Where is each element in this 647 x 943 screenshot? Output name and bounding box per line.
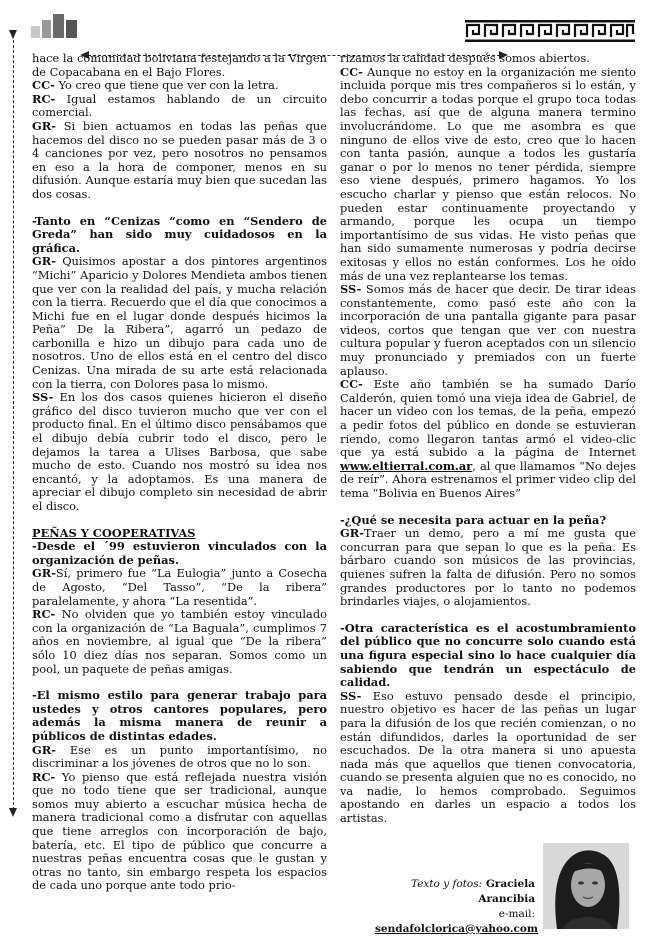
author-photo [543,843,629,929]
answer-text: Este año también se ha sumado Darío Calderón, quien tomó una vieja idea de Gabriel, de hacer un video con los temas, de la peña, empezó a pedir fotos del público en donde se estuvieran riendo, como llegaron tantas armó el video-clic que ya está subido a la página de Internet [340,377,636,460]
author-email-link[interactable]: sendafolclorica@yahoo.com [375,923,539,935]
answer-text: rizamos la calidad después somos abiertos. [340,51,590,65]
email-label: e-mail: [498,908,535,920]
interview-answer [340,283,636,378]
answer-text: Quisimos apostar a dos pintores argentinos “Michi” Aparicio y Dolores Mendieta ambos tienen que ver con la realidad del país, y mucha relación con la tierra. Recuerdo que el día que conocimos a Michi fue en el lugar donde después hicimos la Peña” De la Ribera”, agarró un pedazo de carbonilla e hizo un dibujo para cada uno de nosotros. Uno de ellos está en el centro del disco Cenizas. Una mirada de su arte está relacionada con la tierra, con Dolores pasa lo mismo. [32,254,327,391]
answer-text: hace la comunidad boliviana festejando a la Virgen de Copacabana en el Bajo Flores. [32,51,327,79]
interview-answer [32,391,327,513]
section-heading: PEÑAS Y COOPERATIVAS [32,525,196,540]
speaker-label: SS- [340,688,362,703]
interview-question: -Tanto en “Cenizas “como en “Sendero de Greda” han sido muy cuidadosos en la gráfica. [32,213,327,255]
left-column [32,52,327,893]
answer-text: En los dos casos quienes hicieron el diseño gráfico del disco tuvieron mucho que ver con el producto final. En el último disco pensábamos que el dibujo debía cubrir todo el disco, pero le dejamos la tarea a Ulises Barbosa, que sabe mucho de esto. Cuando nos mostró su idea nos encantó, y la adoptamos. Es una manera de apreciar el dibujo completo sin necesidad de abrir el disco. [32,390,327,513]
interview-answer [32,52,327,79]
website-link[interactable]: www.eltierral.com.ar [340,458,473,473]
speaker-label: GR- [32,742,56,757]
speaker-label: RC- [32,91,56,106]
interview-question: -Otra característica es el acostumbramiento del público que no concurre solo cuando está una figura especial sino lo hace cualquier día sabiendo que tendrán un espectáculo de calidad. [340,620,636,690]
author-name: Graciela Arancibia [478,878,535,905]
speaker-label: GR- [340,526,364,541]
interview-question: -¿Qué se necesita para actuar en la peña? [340,512,607,527]
interview-answer [340,690,636,826]
speaker-label: RC- [32,607,56,622]
interview-question: -El mismo estilo para generar trabajo para ustedes y otros cantores populares, pero además la misma manera de reunir a públicos de distintas edades. [32,688,327,743]
speaker-label: SS- [32,390,54,405]
interview-answer [32,744,327,771]
interview-answer [340,378,636,500]
answer-text: Traer un demo, pero a mí me gusta que concurran para que sepan lo que es la peña. Es bárbaro cuando son músicos de las provincias, quienes sufren la falta de difusión. Pero no somos grandes productores por lo tanto no podemos brindarles viajes, o alojamientos. [340,526,636,609]
answer-text: Si bien actuamos en todas las peñas que hacemos del disco no se pueden pasar más de 3 o 4 canciones por vez, pero nosotros no pensamos en eso a la hora de componer, menos en su difusión. Aunque estaría muy bien que sucedan las dos cosas. [32,118,327,201]
interview-answer [32,79,327,93]
right-column [340,52,636,826]
interview-answer [32,567,327,608]
speaker-label: CC- [340,64,363,79]
answer-text: , al que llamamos “No dejes de reír”. Ahora estrenamos el primer video clip del tema “Bolivia en Buenos Aires” [340,458,636,500]
dashed-vertical-guide [13,30,14,810]
speaker-label: CC- [340,377,363,392]
greek-key-ornament-icon [465,20,635,42]
answer-text: Ese es un punto importantísimo, no discriminar a los jóvenes de otros que no lo son. [32,742,327,771]
interview-answer [32,608,327,676]
interview-answer [340,66,636,284]
answer-text: Yo creo que tiene que ver con la letra. [54,78,279,93]
arrow-down-icon [9,808,17,817]
interview-answer [32,93,327,120]
speaker-label: GR- [32,118,56,133]
interview-answer [340,52,636,66]
author-credit [375,877,539,937]
arrow-down-icon [9,30,17,39]
interview-answer [32,771,327,893]
answer-text: Yo pienso que está reflejada nuestra visión que no todo tiene que ser tradicional, aunque somos muy abierto a escuchar música hecha de manera tradicional como a disfrutar con aquellas que tiene arreglos con incorporación de bajo, batería, etc. El tipo de público que concurre a nuestras peñas encuentra cosas que le gustan y otras no tanto, sin embargo respeta los espacios de cada uno porque ante todo prio- [32,769,327,893]
speaker-label: CC- [32,78,55,93]
speaker-label: RC- [32,769,56,784]
credit-label: Texto y fotos: [411,878,483,890]
answer-text: No olviden que yo también estoy vinculado con la organización de “La Baguala”, cumplimos 7 años en noviembre, al igual que “De la ribera” sólo 10 diez días nos separan. Somos como un pool, un paquete de peñas amigas. [32,607,327,676]
answer-text: Sí, primero fue “La Eulogia” junto a Cosecha de Agosto, “Del Tasso”, “De la ribera” paralelamente, y ahora “La resentida”. [32,566,327,608]
interview-question: -Desde el ´99 estuvieron vinculados con la organización de peñas. [32,539,327,567]
answer-text: Eso estuvo pensado desde el principio, nuestro objetivo es hacer de las peñas un lugar para la difusión de los que recién comienzan, o no están difundidos, darles la oportunidad de ser escuchados. De la otra manera si uno apuesta nada más que aquellos que tienen convocatoria, cuando se presenta alguien que no es conocido, no va nadie, lo hemos comprobado. Seguimos apostando en darles un espacio a todos los artistas. [340,688,636,826]
interview-answer [32,120,327,202]
speaker-label: GR- [32,254,56,269]
answer-text: Igual estamos hablando de un circuito comercial. [32,91,327,120]
interview-answer [32,255,327,391]
answer-text: Aunque no estoy en la organización me siento incluida porque mis tres compañeros si lo están, y debo concurrir a todas porque el grupo toca todas las fechas, así que de alguna manera termino involucrándome. Lo que me asombra es que ninguno de ellos vive de esto, creo que lo hacen con tanta pasión, aunque a todos les gustaría ganar o por lo menos no tener pérdida, siempre eso viene después, primero hagamos. Yo los escucho charlar y pienso que están relocos. No pueden estar continuamente proyectando y armando, porque les ocupa un tiempo importantísimo de sus vidas. He visto peñas que han sido sumamente numerosas y podría decirse exitosas y ellos no están conformes. Los he oído más de una vez replantearse los temas. [340,64,636,283]
speaker-label: SS- [340,282,362,297]
speaker-label: GR- [32,566,56,581]
answer-text: Somos más de hacer que decir. De tirar ideas constantemente, como pasó este año con la incorporación de una pantalla gigante para pasar videos, cortos que tengan que ver con nuestra cultura popular y fueron aceptados con un silencio muy pronunciado y premiados con un fuerte aplauso. [340,282,636,378]
interview-answer [340,527,636,609]
